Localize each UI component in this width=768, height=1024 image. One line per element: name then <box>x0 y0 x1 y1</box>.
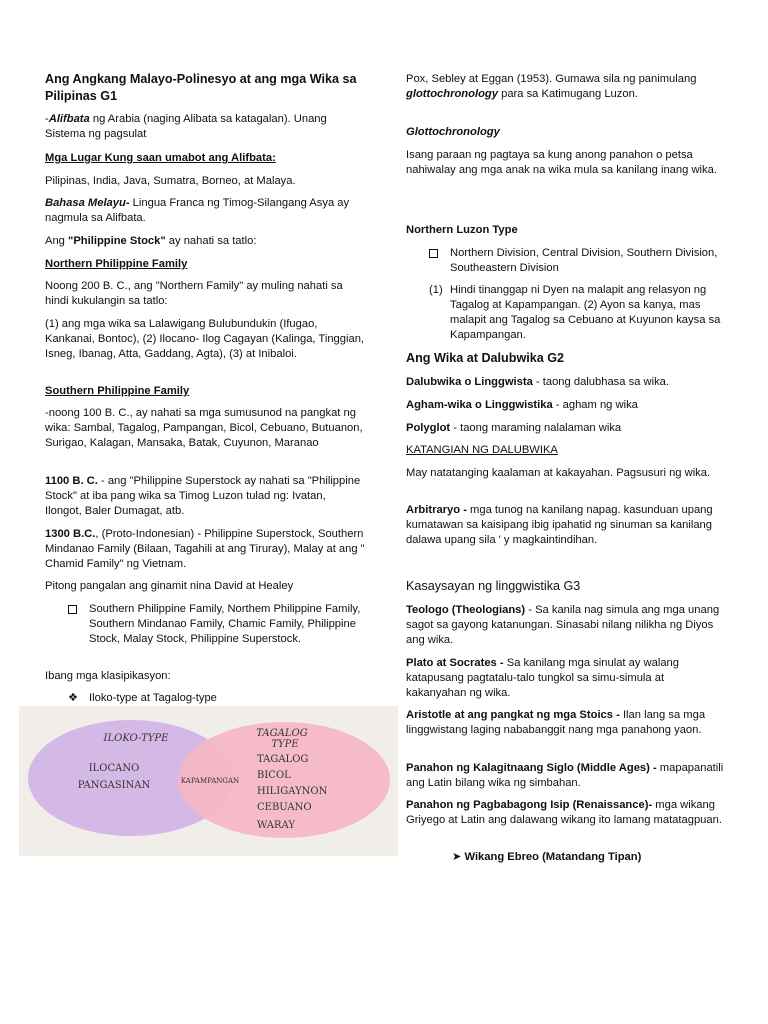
polyglot-term: Polyglot <box>406 422 451 434</box>
bc1300-text: , (Proto-Indonesian) - Philippine Superstock, Southern Mindanao Family (Bilaan, Tagahili at ang Tiruray), Malay at ang " Chamid Family" ng Vietnam. <box>45 528 365 570</box>
tagalog-item-1: TAGALOG <box>257 754 309 765</box>
katangian-heading: KATANGIAN NG DALUBWIKA <box>406 444 558 456</box>
pitong-list-item <box>45 602 365 647</box>
npf-list: (1) ang mga wika sa Lalawigang Bulubundukin (Ifugao, Kankanai, Bontoc), (2) Ilocano- Ilog Cagayan (Kalinga, Tinggian, Isneg, Ibanag, Atta, Gaddang, Agta), (3) at Inibaloi. <box>45 318 365 360</box>
nlt-list-item <box>406 246 724 276</box>
alifbata-paragraph <box>45 112 365 142</box>
middle-ages-term: Panahon ng Kalagitnaang Siglo (Middle Ages) - <box>406 762 657 774</box>
arbitraryo-text: mga tunog na kanilang napag. kasunduan upang kumatawan sa kaisipang ibig ipahatid ng sinuman sa kanilang dalawa upang sila ' y magkaintindihan. <box>406 504 713 546</box>
iloko-item-2: PANGASINAN <box>77 780 151 791</box>
kapampangan-label: KAPAMPANGAN <box>180 777 240 785</box>
tagalog-item-3: HILIGAYNON <box>257 786 328 797</box>
alifbata-text: ng Arabia (naging Alibata sa katagalan). Unang Sistema ng pagsulat <box>45 113 327 140</box>
polyglot-text: - taong maraming nalalaman wika <box>450 422 622 434</box>
arbitraryo-paragraph <box>406 503 724 548</box>
alifbata-term: Alifbata <box>48 113 90 125</box>
stock-post: ay nahati sa tatlo: <box>165 235 257 247</box>
renaissance-term: Panahon ng Pagbabagong Isip (Renaissance)- <box>406 799 653 811</box>
plato-paragraph <box>406 656 724 701</box>
dalubwika-term: Dalubwika o Linggwista <box>406 376 533 388</box>
renaissance-paragraph <box>406 798 724 828</box>
plato-term: Plato at Socrates - <box>406 657 504 669</box>
bahasa-text: Lingua Franca ng Timog-Silangang Asya ay nagmula sa Alifbata. <box>45 197 350 224</box>
venn-svg <box>19 706 398 856</box>
section-title-g2: Ang Wika at Dalubwika G2 <box>406 351 565 365</box>
aristotle-paragraph <box>406 708 724 738</box>
iloko-type-label: ILOKO-TYPE <box>103 733 169 744</box>
npf-text: Noong 200 B. C., ang "Northern Family" ay muling nahati sa hindi kukulangin sa tatlo: <box>45 280 343 307</box>
lugar-heading: Mga Lugar Kung saan umabot ang Alifbata: <box>45 152 276 164</box>
renaissance-text: mga wikang Griyego at Latin ang dalawang wikang ito lamang matatagpuan. <box>406 799 722 826</box>
bc1300-paragraph <box>45 527 365 572</box>
lugar-list: Pilipinas, India, Java, Sumatra, Borneo, at Malaya. <box>45 175 296 187</box>
glottochronology-term: glottochronology <box>406 88 498 100</box>
teologo-text: - Sa kanila nag simula ang mga unang sagot sa gayong katanungan. Sinasabi nilang nilikha ng Diyos ang wika. <box>406 604 720 646</box>
middle-ages-paragraph <box>406 761 724 791</box>
pitong-list-text: Southern Philippine Family, Northem Philippine Family, Southern Mindanao Family, Chamic Family, Philippine Stock, Malay Stock, Philippine Superstock. <box>89 603 361 645</box>
pox-text-2: para sa Katimugang Luzon. <box>497 88 638 100</box>
middle-ages-text: mapapanatili ang Latin bilang wika ng simbahan. <box>406 762 724 789</box>
bc1100-text: - ang "Philippine Superstock ay nahati sa "Philippine Stock" at iba pang wika sa Timog Luzon tulad ng: Ivatan, Ilongot, Baler Dumagat, atb. <box>45 475 361 517</box>
ibang-list-text: Iloko-type at Tagalog-type <box>89 692 217 704</box>
tagalog-item-2: BICOL <box>257 770 291 781</box>
nlt-list-text: Northern Division, Central Division, Southern Division, Southeastern Division <box>450 247 718 274</box>
tagalog-item-4: CEBUANO <box>257 802 312 813</box>
ibang-list-item <box>45 691 365 706</box>
tagalog-type-label-1: TAGALOG <box>256 728 308 739</box>
agham-paragraph <box>406 398 724 413</box>
pitong-paragraph: Pitong pangalan ang ginamit nina David at Healey <box>45 580 294 592</box>
spf-heading: Southern Philippine Family <box>45 385 190 397</box>
pox-text-1: Pox, Sebley at Eggan (1953). Gumawa sila ng panimulang <box>406 73 697 85</box>
stock-term: "Philippine Stock" <box>68 235 166 247</box>
ibang-paragraph: Ibang mga klasipikasyon: <box>45 670 171 682</box>
section-title-g1: Ang Angkang Malayo-Polinesyo at ang mga Wika sa Pilipinas G1 <box>45 72 357 103</box>
dalubwika-paragraph <box>406 375 724 390</box>
teologo-term: Teologo (Theologians) <box>406 604 526 616</box>
agham-text: - agham ng wika <box>552 399 638 411</box>
number-marker: (1) <box>429 284 443 296</box>
stock-paragraph <box>45 234 365 249</box>
dash: - <box>45 113 49 125</box>
katangian-text: May natatanging kaalaman at kakayahan. Pagsusuri ng wika. <box>406 467 711 479</box>
stock-pre: Ang <box>45 235 69 247</box>
bahasa-term: Bahasa Melayu- <box>45 197 130 209</box>
aristotle-text: Ilan lang sa mga linggwistang laging nababanggit nang mga panahong yaon. <box>406 709 706 736</box>
arrow-bullet-icon: ➤ <box>452 851 462 863</box>
venn-diagram <box>19 706 398 856</box>
bc1100-paragraph <box>45 474 365 519</box>
polyglot-paragraph <box>406 421 724 436</box>
section-title-g3: Kasaysayan ng linggwistika G3 <box>406 579 581 593</box>
checkbox-bullet-icon <box>406 246 450 276</box>
bahasa-paragraph <box>45 196 365 226</box>
teologo-paragraph <box>406 603 724 648</box>
glotto-heading: Glottochronology <box>406 126 500 138</box>
nlt-numbered-text: Hindi tinanggap ni Dyen na malapit ang relasyon ng Tagalog at Kapampangan. (2) Ayon sa kanya, mas malapit ang Tagalog sa Cebuano at Kuyunon kaysa sa Kapampangan. <box>450 284 721 341</box>
pox-paragraph <box>406 72 724 102</box>
aristotle-term: Aristotle at ang pangkat ng mga Stoics - <box>406 709 620 721</box>
spf-text: -noong 100 B. C., ay nahati sa mga sumusunod na pangkat ng wika: Sambal, Tagalog, Pampangan, Bicol, Cebuano, Butuanon, Surigao, Kalagan, Mansaka, Batak, Cuyunon, Maranao <box>45 407 363 449</box>
agham-term: Agham-wika o Linggwistika <box>406 399 553 411</box>
nlt-heading: Northern Luzon Type <box>406 224 518 236</box>
tagalog-item-5: WARAY <box>257 820 295 831</box>
plato-text: Sa kanilang mga sinulat ay walang katapusang pagtatalu-talo tungkol sa simu-simula at kakanyahan ng wika. <box>406 657 680 699</box>
nlt-numbered-item <box>406 283 724 343</box>
iloko-item-1: ILOCANO <box>88 763 140 774</box>
tagalog-type-label-2: TYPE <box>271 739 299 750</box>
ebreo-item <box>452 850 724 865</box>
npf-heading: Northern Philippine Family <box>45 258 188 270</box>
bc1300-term: 1300 B.C. <box>45 528 96 540</box>
checkbox-bullet-icon <box>45 602 89 647</box>
bc1100-term: 1100 B. C. <box>45 475 98 487</box>
arbitraryo-term: Arbitraryo - <box>406 504 467 516</box>
glotto-definition: Isang paraan ng pagtaya sa kung anong panahon o petsa nahiwalay ang mga anak na wika mula sa kanilang inang wika. <box>406 149 717 176</box>
diamond-bullet-icon: ❖ <box>68 692 79 704</box>
dalubwika-text: - taong dalubhasa sa wika. <box>532 376 670 388</box>
ebreo-text: Wikang Ebreo (Matandang Tipan) <box>464 851 642 863</box>
